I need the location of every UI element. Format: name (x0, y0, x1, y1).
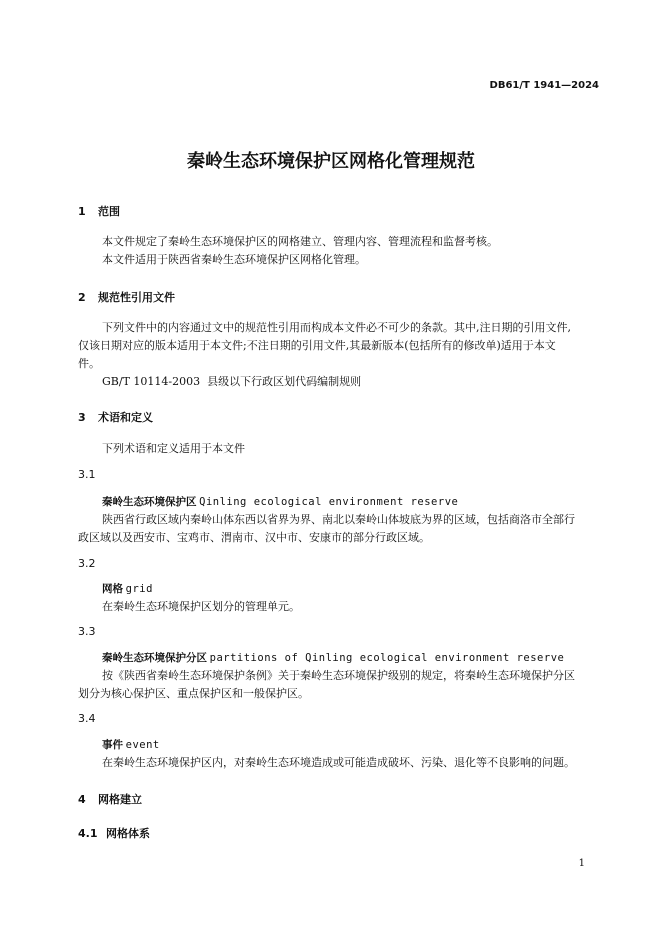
page-number: 1 (578, 858, 585, 869)
term-chinese: 事件 (102, 739, 123, 751)
term-english: grid (125, 583, 153, 595)
normative-reference: GB/T 10114-2003 县级以下行政区划代码编制规则 (102, 375, 362, 388)
paragraph: 本文件规定了秦岭生态环境保护区的网格建立、管理内容、管理流程和监督考核。 (102, 235, 498, 248)
term-heading (102, 737, 160, 752)
term-definition-line: 在秦岭生态环境保护区内，对秦岭生态环境造成或可能造成破坏、污染、退化等不良影响的问题。 (102, 756, 575, 769)
term-chinese: 网格 (102, 583, 123, 595)
term-definition-line: 按《陕西省秦岭生态环境保护条例》关于秦岭生态环境保护级别的规定，将秦岭生态环境保护分区 (102, 669, 575, 682)
term-definition-line: 陕西省行政区域内秦岭山体东西以省界为界、南北以秦岭山体坡底为界的区域，包括商洛市全部行 (102, 513, 575, 526)
term-chinese: 秦岭生态环境保护分区 (102, 652, 207, 664)
section-title: 范围 (98, 205, 120, 218)
subsection-number: 4.1 (78, 827, 98, 840)
paragraph-line: 下列文件中的内容通过文中的规范性引用而构成本文件必不可少的条款。其中,注日期的引用文件, (102, 321, 571, 334)
term-english: partitions of Qinling ecological environment reserve (209, 652, 565, 664)
term-english: Qinling ecological environment reserve (199, 496, 459, 508)
term-chinese: 秦岭生态环境保护区 (102, 496, 197, 508)
section-2-heading (78, 289, 175, 305)
term-definition-line: 政区域以及西安市、宝鸡市、渭南市、汉中市、安康市的部分行政区域。 (78, 531, 430, 544)
term-number: 3.2 (78, 557, 96, 570)
section-number: 3 (78, 411, 86, 424)
paragraph: 本文件适用于陕西省秦岭生态环境保护区网格化管理。 (102, 253, 366, 266)
term-definition-line: 划分为核心保护区、重点保护区和一般保护区。 (78, 687, 309, 700)
term-heading (102, 650, 564, 665)
term-number: 3.4 (78, 712, 96, 725)
section-number: 1 (78, 205, 86, 218)
term-definition-line: 在秦岭生态环境保护区划分的管理单元。 (102, 600, 300, 613)
subsection-4-1-heading (78, 825, 150, 841)
subsection-title: 网格体系 (106, 827, 150, 840)
section-number: 2 (78, 291, 86, 304)
section-title: 网格建立 (98, 793, 142, 806)
term-number: 3.1 (78, 468, 96, 481)
section-title: 术语和定义 (98, 411, 153, 424)
page-title: 秦岭生态环境保护区网格化管理规范 (187, 151, 475, 172)
document-id: DB61/T 1941—2024 (489, 80, 599, 91)
term-number: 3.3 (78, 625, 96, 638)
term-english: event (125, 739, 160, 751)
term-heading (102, 494, 458, 509)
paragraph: 下列术语和定义适用于本文件 (102, 442, 245, 455)
section-number: 4 (78, 793, 86, 806)
section-title: 规范性引用文件 (98, 291, 175, 304)
term-heading (102, 581, 153, 596)
paragraph-line: 件。 (78, 357, 100, 370)
paragraph-line: 仅该日期对应的版本适用于本文件;不注日期的引用文件,其最新版本(包括所有的修改单)适用于本文 (78, 339, 556, 352)
section-1-heading (78, 203, 120, 219)
section-3-heading (78, 409, 153, 425)
section-4-heading (78, 791, 142, 807)
